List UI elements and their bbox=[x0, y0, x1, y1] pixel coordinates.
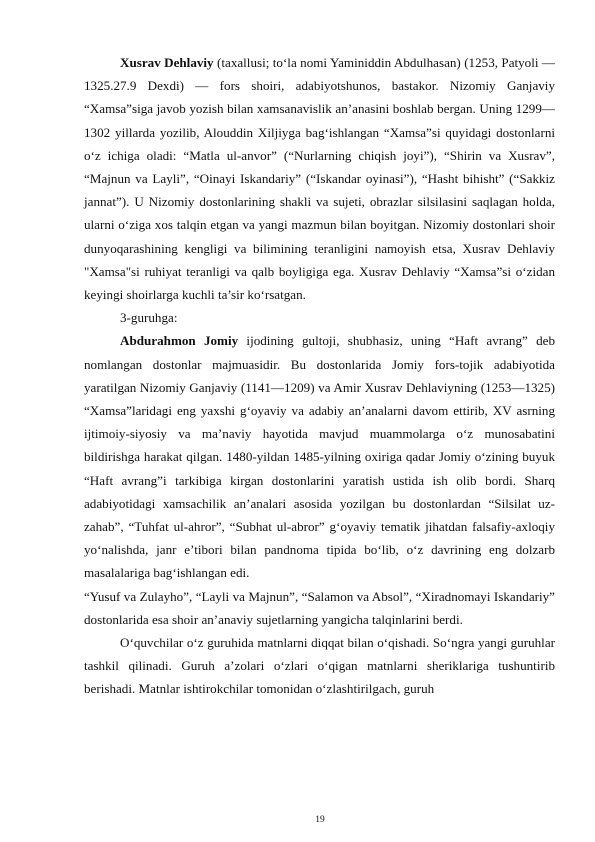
group-heading-text: 3-guruhga: bbox=[120, 310, 178, 326]
page-number: 19 bbox=[315, 815, 325, 825]
paragraph-text: (taxallusi; to‘la nomi Yaminiddin Abdulhasan) (1253, Patyoli — 1325.27.9 Dexdi) — fors shoiri, adabiyotshunos, bastakor. Nizomiy Ganjaviy “Xamsa”siga javob yozish bilan xamsanavislik an’anasini boshlab bergan. Uning 1299—1302 yillarda yozilib, Alouddin Xiljiyga bag‘ishlangan “Xamsa”si quyidagi dostonlarni o‘z ichiga oladi: “Matla ul-anvor” (“Nurlarning chiqish joyi”), “Shirin va Xusrav”, “Majnun va Layli”, “Oinayi Iskandariy” (“Iskandar oyinasi”), “Hasht bihisht” (“Sakkiz jannat”). U Nizomiy dostonlarining shakli va sujeti, obrazlar silsilasini saqlagan holda, ularni o‘ziga xos talqin etgan va yangi mazmun bilan boyitgan. Nizomiy dostonlari shoir dunyoqarashining kengligi va bilimining teranligini namoyish etsa, Xusrav Dehlaviy "Xamsa"si ruhiyat teranligi va qalb boyligiga ega. Xusrav Dehlaviy “Xamsa”si o‘zidan keyingi shoirlarga kuchli ta’sir ko‘rsatgan. bbox=[84, 55, 555, 303]
paragraph-text: ijodining gultoji, shubhasiz, uning “Haft avrang” deb nomlangan dostonlar majmuasidir. Bu dostonlarida Jomiy fors-tojik adabiyotida yaratilgan Nizomiy Ganjaviy (1141—1209) va Amir Xusrav Dehlaviyning (1253—1325) “Xamsa”laridagi eng yaxshi g‘oyaviy va adabiy an’analarni davom ettirib, XV asrning ijtimoiy-siyosiy va ma’naviy hayotida mavjud muammolarga o‘z munosabatini bildirishga harakat qilgan. 1480-yildan 1485-yilning oxiriga qadar Jomiy o‘zining buyuk “Haft avrang”i tarkibiga kirgan dostonlarini yaratish ustida ish olib bordi. Sharq adabiyotidagi xamsachilik an’analari asosida yozilgan bu dostonlardan “Silsilat uz-zahab”, “Tuhfat ul-ahror”, “Subhat ul-abror” g‘oyaviy tematik jihatdan falsafiy-axloqiy yo‘nalishda, janr e’tibori bilan pandnoma tipida bo‘lib, o‘z davrining eng dolzarb masalalariga bag‘ishlangan edi. bbox=[84, 333, 556, 581]
paragraph-text: O‘quvchilar o‘z guruhida matnlarni diqqat bilan o‘qishadi. So‘ngra yangi guruhlar tashkil qilinadi. Guruh a’zolari o‘zlari o‘qigan matnlarni sheriklariga tushuntirib berishadi. Matnlar ishtirokchilar tomonidan o‘zlashtirilgach, guruh bbox=[84, 635, 555, 697]
paragraph-abdurahmon-jomiy bbox=[84, 329, 555, 584]
document-body bbox=[84, 51, 555, 701]
paragraph-xusrav-dehlaviy bbox=[84, 51, 555, 306]
paragraph-instructions bbox=[84, 631, 555, 701]
term-abdurahmon-jomiy: Abdurahmon Jomiy bbox=[120, 333, 239, 349]
paragraph-dostonlar bbox=[84, 585, 555, 631]
group-heading bbox=[84, 306, 555, 329]
term-xusrav-dehlaviy: Xusrav Dehlaviy bbox=[120, 55, 214, 70]
paragraph-text: “Yusuf va Zulayho”, “Layli va Majnun”, “Salamon va Absol”, “Xiradnomayi Iskandariy” dostonlarida esa shoir an’anaviy sujetlarning yangicha talqinlarini berdi. bbox=[84, 588, 555, 627]
